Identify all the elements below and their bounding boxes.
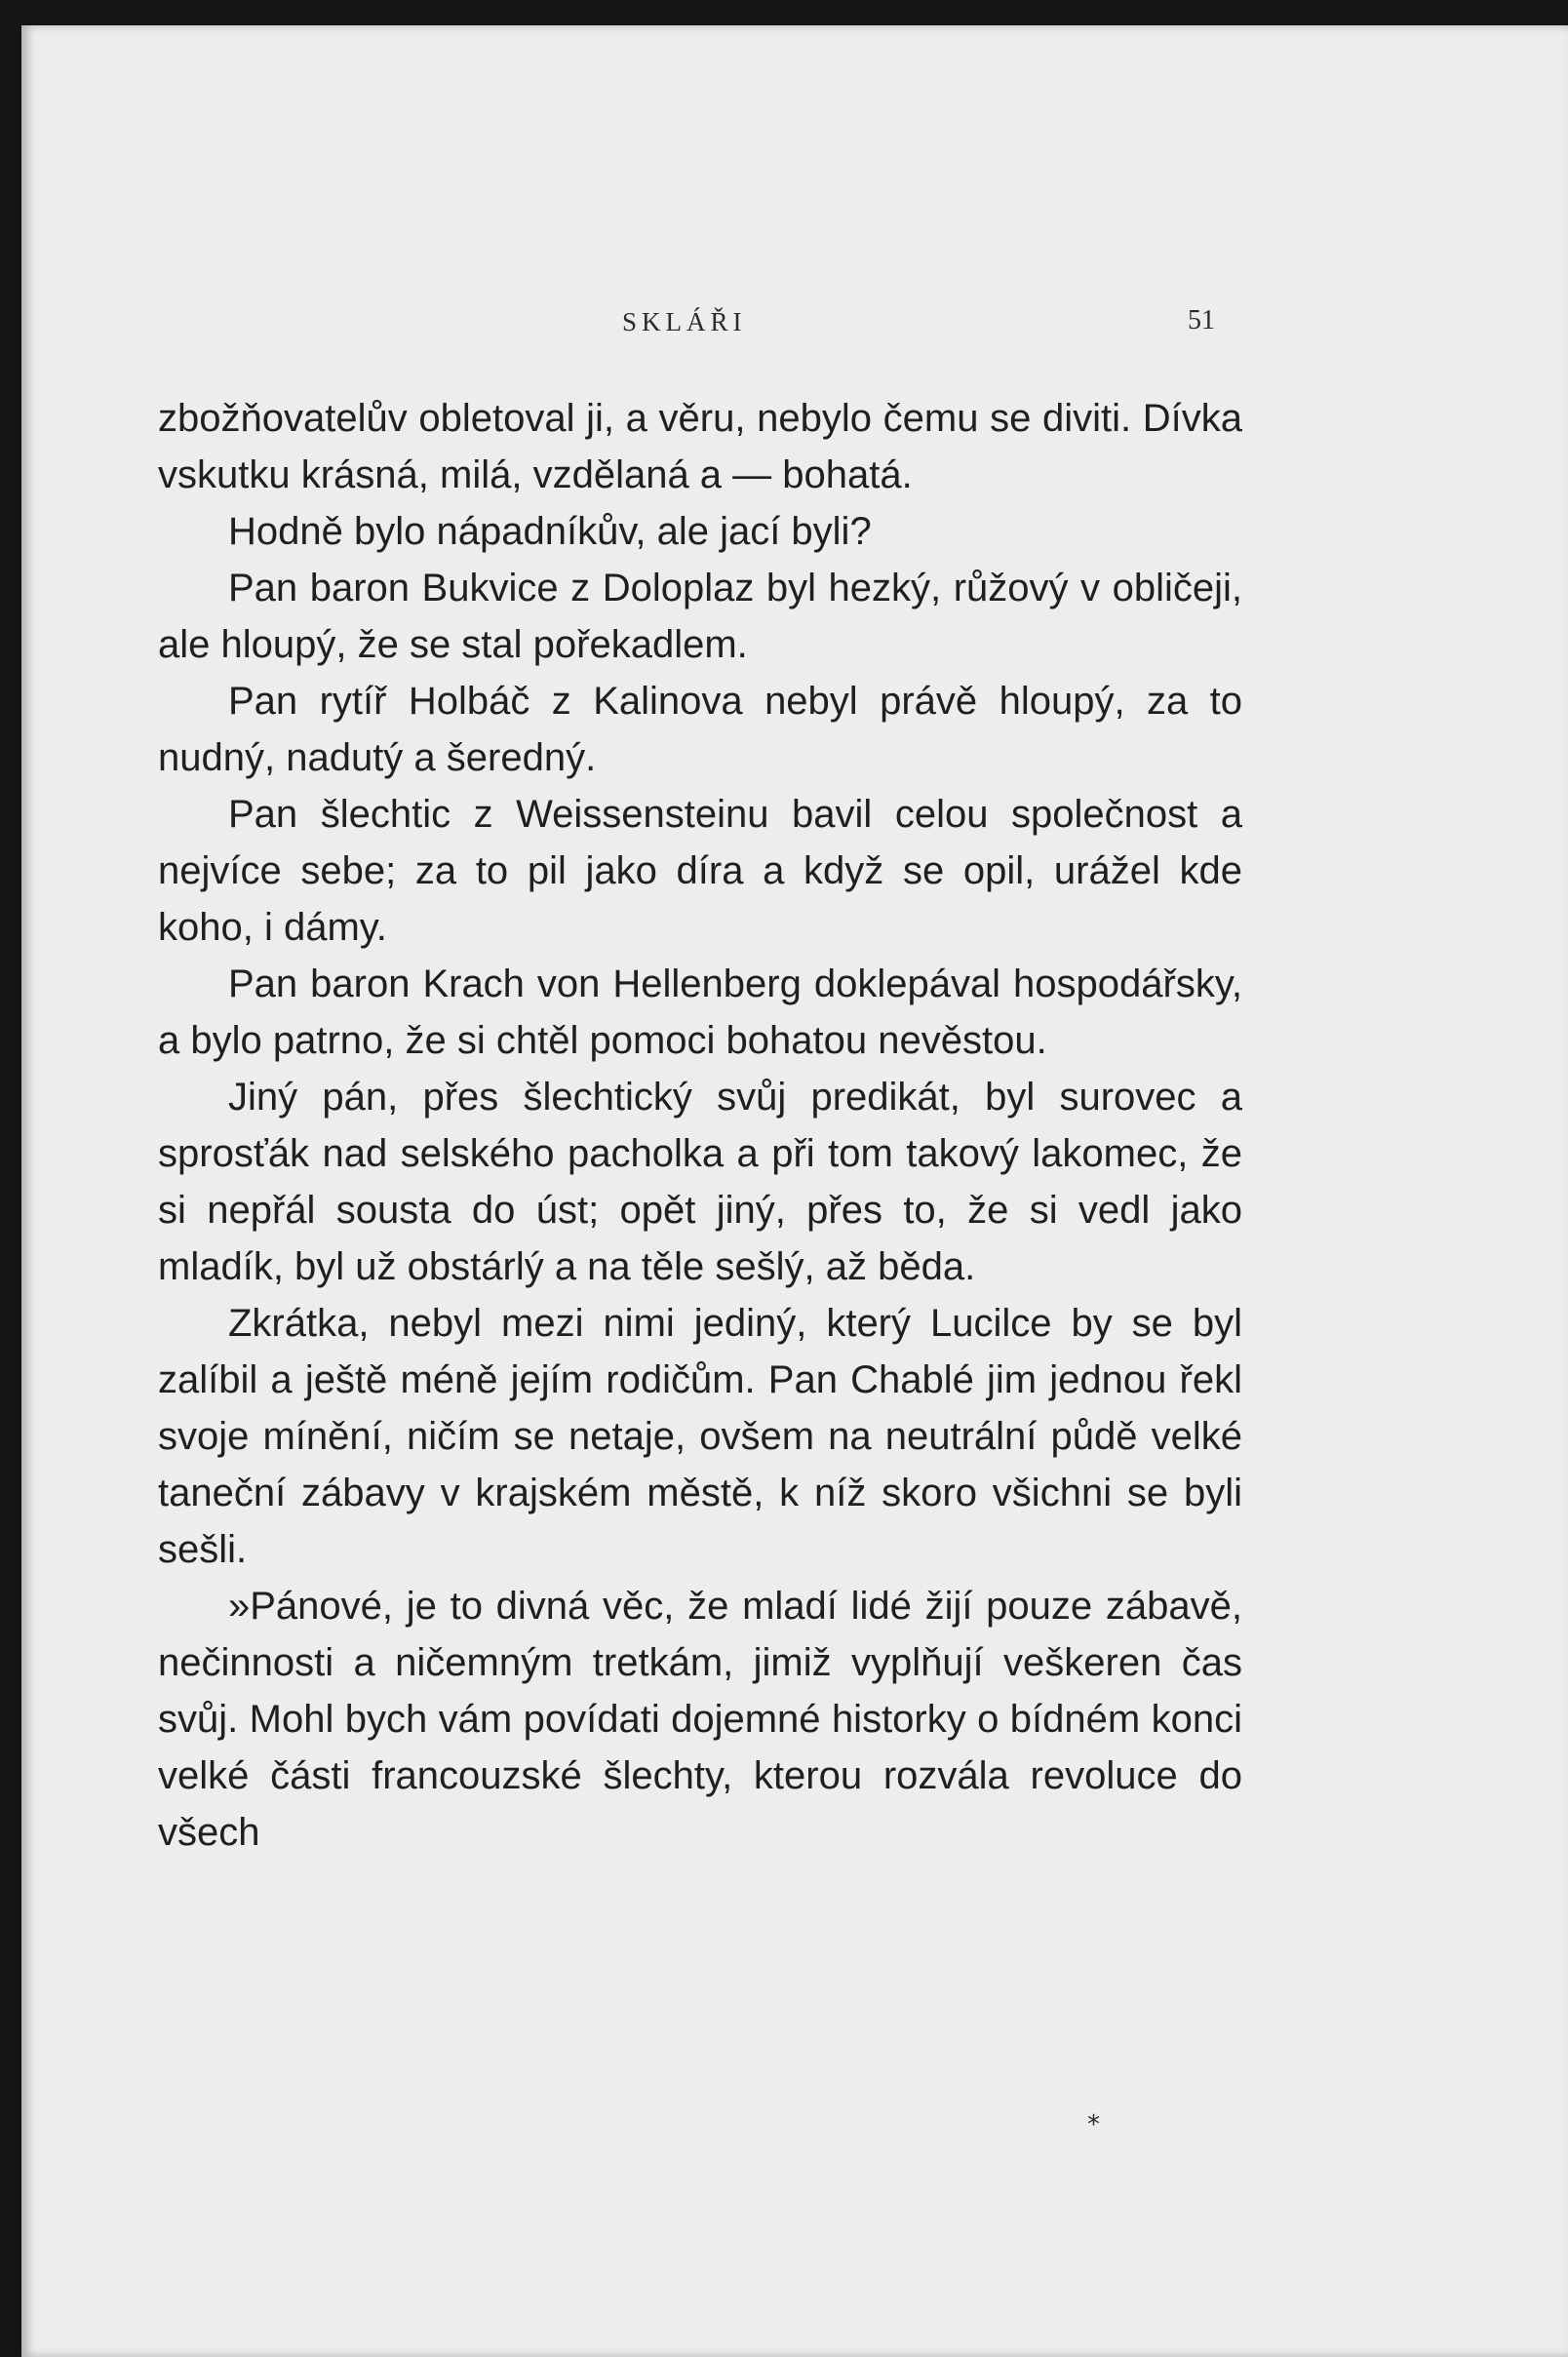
paragraph-8: Zkrátka, nebyl mezi nimi jediný, který Lucilce by se byl zalíbil a ještě méně jejím rodičům. Pan Chablé jim jednou řekl svoje mínění, ničím se netaje, ovšem na neutrální půdě velké taneční zábavy v krajském městě, k níž skoro všichni se byli sešli. <box>158 1302 1242 1571</box>
paragraph-1: zbožňovatelův obletoval ji, a věru, nebylo čemu se diviti. Dívka vskutku krásná, milá, vzdělaná a — bohatá. <box>158 397 1242 496</box>
paragraph-9: »Pánové, je to divná věc, že mladí lidé žijí pouze zábavě, nečinnosti a ničemným tretkám, jimiž vyplňují veškeren čas svůj. Mohl bych vám povídati dojemné historky o bídném konci velké části francouzské šlechty, kterou rozvála revoluce do všech <box>158 1585 1242 1854</box>
book-page <box>21 25 1568 2357</box>
page-header <box>21 307 1568 346</box>
paragraph-7: Jiný pán, přes šlechtický svůj predikát, byl surovec a sprosťák nad selského pacholka a při tom takový lakomec, že si nepřál sousta do úst; opět jiný, přes to, že si vedl jako mladík, byl už obstárlý a na těle sešlý, až běda. <box>158 1076 1242 1288</box>
signature-mark: * <box>1087 2110 1100 2140</box>
page-number: 51 <box>1188 305 1215 335</box>
paragraph-3: Pan baron Bukvice z Doloplaz byl hezký, růžový v obličeji, ale hloupý, že se stal pořekadlem. <box>158 567 1242 666</box>
paragraph-2: Hodně bylo nápadníkův, ale jací byli? <box>228 510 872 553</box>
paragraph-6: Pan baron Krach von Hellenberg doklepával hospodářsky, a bylo patrno, že si chtěl pomoci bohatou nevěstou. <box>158 962 1242 1062</box>
paragraph-4: Pan rytíř Holbáč z Kalinova nebyl právě hloupý, za to nudný, nadutý a šeredný. <box>158 680 1242 779</box>
paragraph-5: Pan šlechtic z Weissensteinu bavil celou společnost a nejvíce sebe; za to pil jako díra a když se opil, urážel kde koho, i dámy. <box>158 793 1242 949</box>
running-title: SKLÁŘI <box>622 307 747 336</box>
body-text <box>158 390 1242 1861</box>
